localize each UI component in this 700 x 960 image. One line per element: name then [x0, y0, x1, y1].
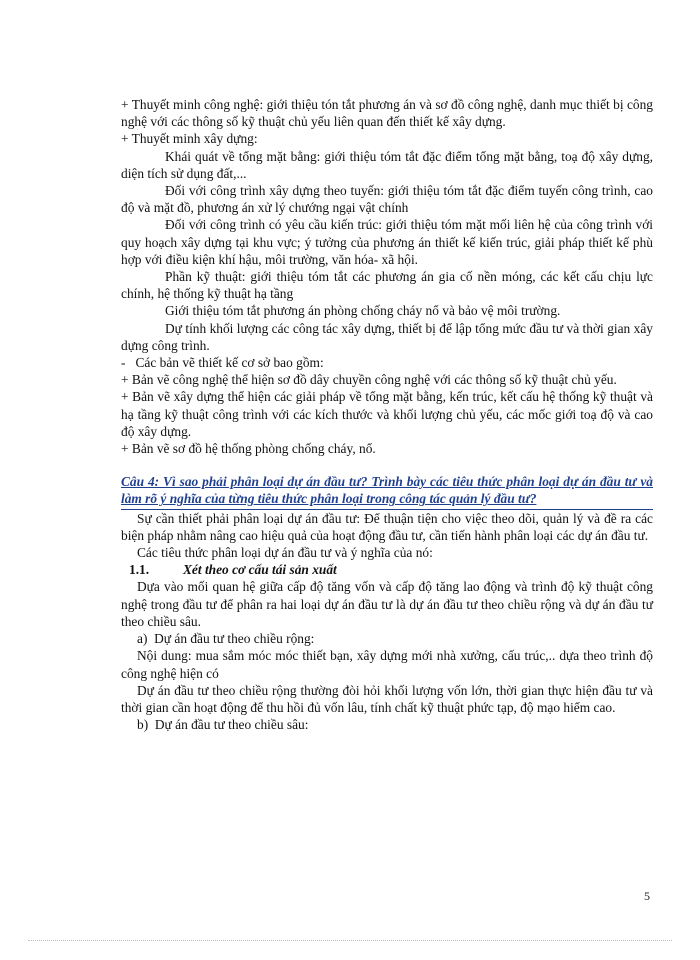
paragraph: + Thuyết minh công nghệ: giới thiệu tón tắt phương án và sơ đồ công nghệ, danh mục thiết bị công nghệ với các thông số kỹ thuật chủ yếu liên quan đến thiết kế xây dựng.: [121, 97, 653, 130]
paragraph: + Bản vẽ sơ đồ hệ thống phòng chống cháy, nổ.: [121, 441, 376, 457]
paragraph: + Bản vẽ công nghệ thể hiện sơ đồ dây chuyền công nghệ với các thông số kỹ thuật chủ yếu.: [121, 372, 617, 388]
paragraph: Các tiêu thức phân loại dự án đầu tư và ý nghĩa của nó:: [137, 545, 433, 561]
paragraph: Dự tính khối lượng các công tác xây dựng, thiết bị để lập tổng mức đầu tư và thời gian xây dựng công trình.: [121, 320, 653, 353]
paragraph: Khái quát về tổng mặt bằng: giới thiệu tóm tắt đặc điểm tổng mặt bằng, toạ độ xây dựng, diện tích sử dụng đất,...: [121, 148, 653, 181]
paragraph: Nội dung: mua sắm móc móc thiết bạn, xây dựng mới nhà xưởng, cấu trúc,.. dựa theo trình độ công nghệ hiện có: [121, 648, 653, 681]
list-item: b) Dự án đầu tư theo chiều sâu:: [137, 717, 309, 733]
paragraph: Đối với công trình xây dựng theo tuyến: giới thiệu tóm tắt đặc điểm tuyến công trình, cao độ và mặt đồ, phương án xử lý chướng ngại vật chính: [121, 183, 653, 216]
subsection-title: Xét theo cơ cấu tái sản xuất: [183, 562, 337, 578]
paragraph: Dự án đầu tư theo chiều rộng thường đòi hỏi khối lượng vốn lớn, thời gian thực hiện đầu tư và thời gian cần hoạt động để thu hồi đủ vốn lâu, tính chất kỹ thuật phức tạp, độ mạo hiểm cao.: [121, 682, 653, 715]
paragraph: Phần kỹ thuật: giới thiệu tóm tắt các phương án gia cố nền móng, các kết cấu chịu lực chính, hệ thống kỹ thuật hạ tầng: [121, 269, 653, 302]
paragraph: + Bản vẽ xây dựng thể hiện các giải pháp về tổng mặt bằng, kến trúc, kết cấu hệ thống kỹ thuật và hạ tầng kỹ thuật công trình với các kích thước và khối lượng chủ yếu, các mốc giới toạ độ và cao độ xây dựng.: [121, 389, 653, 439]
paragraph: Đối với công trình có yêu cầu kiến trúc: giới thiệu tóm mặt mối liên hệ của công trình với quy hoạch xây dựng tại khu vực; ý tưởng của phương án thiết kế kiến trúc, giải pháp thiết kế phù hợp với điều kiện khí hậu, môi trường, văn hóa- xã hội.: [121, 217, 653, 267]
paragraph: + Thuyết minh xây dựng:: [121, 131, 258, 147]
list-item: a) Dự án đầu tư theo chiều rộng:: [137, 631, 315, 647]
paragraph: Dựa vào mối quan hệ giữa cấp độ tăng vốn và cấp độ tăng lao động và trình độ kỹ thuật công nghệ trong đầu tư để phân ra hai loại dự án đầu tư là dự án đầu tư theo chiều rộng và dự án đầu tư theo chiều sâu.: [121, 579, 653, 629]
list-item: - Các bản vẽ thiết kế cơ sở bao gồm:: [121, 355, 324, 371]
subsection-number: 1.1.: [129, 562, 150, 578]
page-number: 5: [644, 889, 650, 903]
paragraph: Giới thiệu tóm tắt phương án phòng chống cháy nổ và bảo vệ môi trường.: [165, 303, 561, 319]
question-heading: Câu 4: Vì sao phải phân loại dự án đầu tư? Trình bày các tiêu thức phân loại dự án đầu tư và làm rõ ý nghĩa của từng tiêu thức phân loại trong công tác quản lý đầu tư?: [121, 473, 653, 509]
page-boundary-divider: [28, 940, 672, 941]
paragraph: Sự cần thiết phải phân loại dự án đầu tư: Để thuận tiện cho việc theo dõi, quản lý và đề ra các biện pháp nhằm nâng cao hiệu quả của hoạt động đầu tư, cần tiến hành phân loại các dự án đầu tư.: [121, 510, 653, 543]
page-content: [121, 96, 653, 733]
subsection-heading: [121, 561, 653, 578]
spacer: [121, 457, 653, 473]
